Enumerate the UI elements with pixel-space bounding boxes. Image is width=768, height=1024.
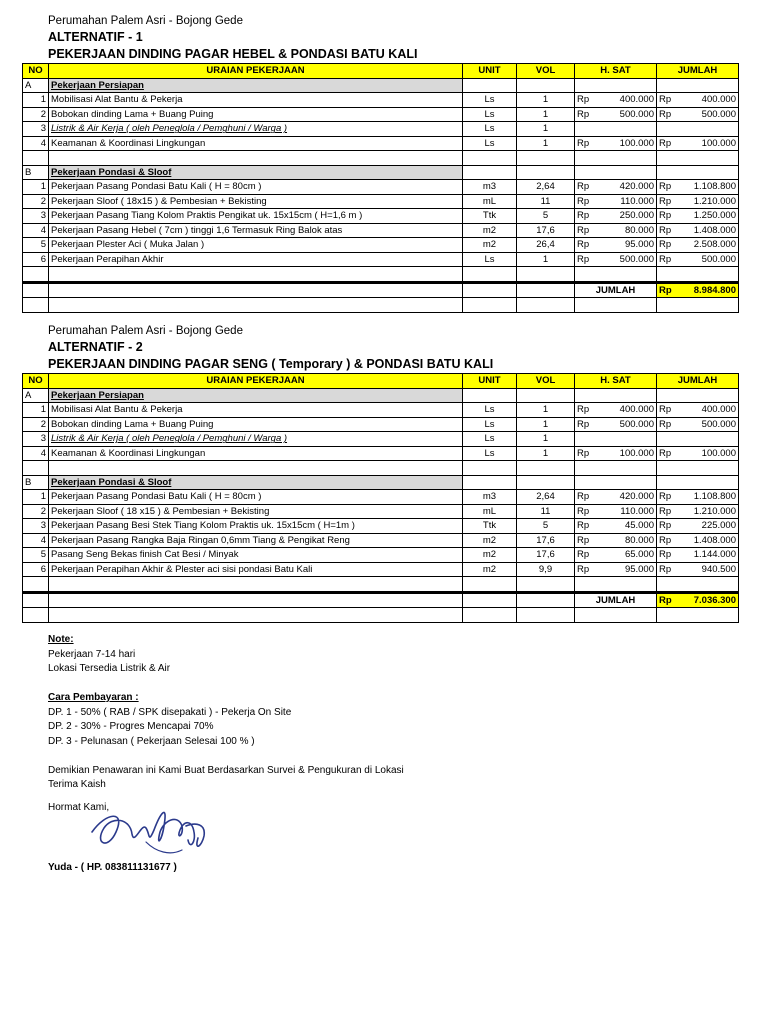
row-desc: Listrik & Air Kerja ( oleh Peneglola / Pemghuni / Warga ) [49,432,463,447]
row-currency: Rp [575,136,601,151]
section-code: B [23,165,49,180]
row-jumlah: 1.144.000 [681,548,739,563]
row-jumlah: 1.108.800 [681,180,739,195]
row-vol: 1 [517,417,575,432]
row-currency: Rp [657,136,681,151]
row-desc: Keamanan & Koordinasi Lingkungan [49,136,463,151]
table-row [23,490,739,505]
table-row [23,504,739,519]
table-row [23,417,739,432]
row-currency: Rp [657,490,681,505]
row-currency: Rp [657,180,681,195]
row-unit: m2 [463,533,517,548]
row-jumlah: 500.000 [681,107,739,122]
empty-row [23,298,739,313]
header-unit: UNIT [463,64,517,79]
thanks-text: Terima Kaish [48,779,106,790]
total-value: 8.984.800 [681,282,739,298]
row-desc: Pekerjaan Pasang Pondasi Batu Kali ( H = 80cm ) [49,180,463,195]
row-hsat: 110.000 [601,194,657,209]
row-jumlah: 400.000 [681,403,739,418]
alternative-title: ALTERNATIF - 1 [48,30,143,44]
row-desc: Pekerjaan Pasang Tiang Kolom Praktis Pengikat uk. 15x15cm ( H=1,6 m ) [49,209,463,224]
table-row [23,403,739,418]
row-vol: 1 [517,403,575,418]
row-no: 1 [23,93,49,108]
row-currency: Rp [575,417,601,432]
row-unit: Ttk [463,209,517,224]
payment-title: Cara Pembayaran : [48,692,139,703]
row-currency: Rp [657,252,681,267]
row-desc: Pekerjaan Pasang Hebel ( 7cm ) tinggi 1,6 Termasuk Ring Balok atas [49,223,463,238]
row-currency: Rp [575,223,601,238]
row-unit: Ls [463,136,517,151]
row-hsat: 95.000 [601,238,657,253]
work-title: PEKERJAAN DINDING PAGAR SENG ( Temporary ) & PONDASI BATU KALI [48,357,494,371]
rab-table-2 [22,373,739,623]
row-currency: Rp [657,194,681,209]
row-vol: 17,6 [517,223,575,238]
row-hsat: 80.000 [601,533,657,548]
location-title: Perumahan Palem Asri - Bojong Gede [48,325,243,337]
row-jumlah: 1.210.000 [681,194,739,209]
row-hsat: 500.000 [601,252,657,267]
row-currency: Rp [575,403,601,418]
section-name: Pekerjaan Persiapan [49,388,463,403]
row-desc: Pekerjaan Sloof ( 18 x15 ) & Pembesian + Bekisting [49,504,463,519]
total-row [23,282,739,298]
row-hsat: 45.000 [601,519,657,534]
section-name: Pekerjaan Persiapan [49,78,463,93]
row-currency: Rp [575,194,601,209]
row-no: 4 [23,533,49,548]
total-currency: Rp [657,282,681,298]
row-currency: Rp [575,238,601,253]
row-jumlah: 500.000 [681,252,739,267]
row-currency: Rp [657,562,681,577]
row-unit: m3 [463,180,517,195]
payment-line: DP. 2 - 30% - Progres Mencapai 70% [48,721,214,732]
empty-row [23,267,739,283]
section-row [23,78,739,93]
table-row [23,562,739,577]
row-no: 1 [23,490,49,505]
section-code: A [23,388,49,403]
payment-line: DP. 3 - Pelunasan ( Pekerjaan Selesai 100 % ) [48,735,255,747]
row-hsat: 420.000 [601,490,657,505]
row-desc: Pekerjaan Pasang Pondasi Batu Kali ( H = 80cm ) [49,490,463,505]
row-desc: Pekerjaan Perapihan Akhir & Plester aci sisi pondasi Batu Kali [49,562,463,577]
header-hsat: H. SAT [575,374,657,389]
header-vol: VOL [517,374,575,389]
table-row [23,223,739,238]
table-row [23,533,739,548]
row-no: 5 [23,238,49,253]
table-row [23,136,739,151]
row-unit: Ls [463,122,517,137]
row-unit: m2 [463,548,517,563]
rab-table-1 [22,63,739,313]
row-unit: m2 [463,238,517,253]
row-vol: 11 [517,194,575,209]
note-line: Lokasi Tersedia Listrik & Air [48,663,171,674]
row-vol: 17,6 [517,533,575,548]
row-no: 6 [23,252,49,267]
header-jumlah: JUMLAH [657,64,739,79]
row-no: 3 [23,122,49,137]
header-uraian: URAIAN PEKERJAAN [49,374,463,389]
row-currency: Rp [575,93,601,108]
table-header-row [23,64,739,79]
section-row [23,165,739,180]
row-unit: Ttk [463,519,517,534]
row-vol: 1 [517,136,575,151]
row-no: 2 [23,504,49,519]
row-vol: 5 [517,519,575,534]
row-unit: Ls [463,432,517,447]
row-desc: Listrik & Air Kerja ( oleh Peneglola / Pemghuni / Warga ) [49,122,463,137]
row-currency: Rp [575,562,601,577]
row-vol: 1 [517,252,575,267]
header-no: NO [23,64,49,79]
empty-row [23,461,739,476]
row-no: 3 [23,519,49,534]
table-row [23,209,739,224]
note-title: Note: [48,634,74,645]
location-title: Perumahan Palem Asri - Bojong Gede [48,15,243,27]
row-vol: 1 [517,122,575,137]
row-unit: Ls [463,403,517,418]
header-unit: UNIT [463,374,517,389]
row-currency: Rp [657,93,681,108]
row-vol: 17,6 [517,548,575,563]
row-vol: 11 [517,504,575,519]
row-vol: 1 [517,107,575,122]
row-hsat: 400.000 [601,93,657,108]
row-currency: Rp [657,417,681,432]
payment-line: DP. 1 - 50% ( RAB / SPK disepakati ) - Pekerja On Site [48,706,292,718]
row-currency: Rp [657,107,681,122]
section-name: Pekerjaan Pondasi & Sloof [49,165,463,180]
row-no: 2 [23,107,49,122]
header-vol: VOL [517,64,575,79]
row-hsat: 100.000 [601,136,657,151]
row-currency: Rp [575,180,601,195]
table-header-row [23,374,739,389]
total-label: JUMLAH [575,592,657,608]
row-no: 6 [23,562,49,577]
row-jumlah: 1.108.800 [681,490,739,505]
alternative-2-section [22,324,738,623]
table-row [23,446,739,461]
empty-row [23,151,739,166]
section-code: B [23,475,49,490]
section-code: A [23,78,49,93]
handwritten-signature [86,792,226,862]
table-row [23,194,739,209]
row-jumlah: 100.000 [681,136,739,151]
row-jumlah: 940.500 [681,562,739,577]
row-desc: Pasang Seng Bekas finish Cat Besi / Minyak [49,548,463,563]
row-currency: Rp [575,504,601,519]
row-desc: Pekerjaan Plester Aci ( Muka Jalan ) [49,238,463,253]
header-jumlah: JUMLAH [657,374,739,389]
row-jumlah: 1.408.000 [681,533,739,548]
row-currency: Rp [657,223,681,238]
row-unit: Ls [463,93,517,108]
row-hsat: 65.000 [601,548,657,563]
row-no: 3 [23,432,49,447]
table-row [23,238,739,253]
row-currency: Rp [657,238,681,253]
table-row [23,432,739,447]
row-jumlah: 100.000 [681,446,739,461]
row-jumlah: 500.000 [681,417,739,432]
section-row [23,388,739,403]
row-vol: 1 [517,446,575,461]
row-desc: Mobilisasi Alat Bantu & Pekerja [49,93,463,108]
row-unit: mL [463,504,517,519]
row-jumlah: 1.408.000 [681,223,739,238]
row-desc: Mobilisasi Alat Bantu & Pekerja [49,403,463,418]
row-vol: 2,64 [517,490,575,505]
section-name: Pekerjaan Pondasi & Sloof [49,475,463,490]
row-hsat: 500.000 [601,417,657,432]
row-hsat: 420.000 [601,180,657,195]
row-currency: Rp [575,209,601,224]
section-row [23,475,739,490]
row-hsat: 95.000 [601,562,657,577]
row-desc: Pekerjaan Perapihan Akhir [49,252,463,267]
row-no: 2 [23,194,49,209]
row-unit: Ls [463,107,517,122]
row-currency: Rp [657,548,681,563]
row-unit: Ls [463,446,517,461]
row-hsat: 250.000 [601,209,657,224]
row-jumlah: 1.250.000 [681,209,739,224]
row-no: 1 [23,180,49,195]
total-currency: Rp [657,592,681,608]
row-vol: 26,4 [517,238,575,253]
row-desc: Pekerjaan Sloof ( 18x15 ) & Pembesian + Bekisting [49,194,463,209]
row-currency: Rp [657,209,681,224]
table-row [23,93,739,108]
row-hsat: 110.000 [601,504,657,519]
row-vol: 1 [517,93,575,108]
row-currency: Rp [657,519,681,534]
row-desc: Bobokan dinding Lama + Buang Puing [49,107,463,122]
row-unit: m2 [463,223,517,238]
table-row [23,252,739,267]
row-currency: Rp [657,446,681,461]
row-hsat: 80.000 [601,223,657,238]
header-hsat: H. SAT [575,64,657,79]
row-no: 1 [23,403,49,418]
row-desc: Bobokan dinding Lama + Buang Puing [49,417,463,432]
row-vol: 2,64 [517,180,575,195]
row-currency: Rp [575,533,601,548]
table-row [23,107,739,122]
row-jumlah: 2.508.000 [681,238,739,253]
header-uraian: URAIAN PEKERJAAN [49,64,463,79]
row-unit: Ls [463,417,517,432]
closing-text: Demikian Penawaran ini Kami Buat Berdasarkan Survei & Pengukuran di Lokasi [48,764,404,776]
table-row [23,519,739,534]
row-currency: Rp [575,252,601,267]
row-vol: 1 [517,432,575,447]
notes-block [48,633,404,815]
row-vol: 9,9 [517,562,575,577]
row-vol: 5 [517,209,575,224]
row-desc: Pekerjaan Pasang Rangka Baja Ringan 0,6mm Tiang & Pengikat Reng [49,533,463,548]
row-unit: mL [463,194,517,209]
row-unit: m3 [463,490,517,505]
row-currency: Rp [575,490,601,505]
note-line: Pekerjaan 7-14 hari [48,648,136,660]
row-hsat: 400.000 [601,403,657,418]
row-no: 4 [23,223,49,238]
alternative-1-section [22,14,738,313]
row-currency: Rp [575,107,601,122]
row-desc: Keamanan & Koordinasi Lingkungan [49,446,463,461]
row-jumlah: 225.000 [681,519,739,534]
regards-text: Hormat Kami, [48,801,110,813]
table-row [23,180,739,195]
alternative-title: ALTERNATIF - 2 [48,340,143,354]
total-value: 7.036.300 [681,592,739,608]
row-jumlah: 400.000 [681,93,739,108]
row-hsat: 500.000 [601,107,657,122]
header-no: NO [23,374,49,389]
row-currency: Rp [575,519,601,534]
row-unit: m2 [463,562,517,577]
table-row [23,122,739,137]
row-currency: Rp [575,548,601,563]
work-title: PEKERJAAN DINDING PAGAR HEBEL & PONDASI BATU KALI [48,47,418,61]
row-jumlah: 1.210.000 [681,504,739,519]
row-no: 4 [23,136,49,151]
table-row [23,548,739,563]
row-unit: Ls [463,252,517,267]
row-desc: Pekerjaan Pasang Besi Stek Tiang Kolom Praktis uk. 15x15cm ( H=1m ) [49,519,463,534]
row-currency: Rp [657,403,681,418]
empty-row [23,608,739,623]
total-row [23,592,739,608]
signer-name: Yuda - ( HP. 083811131677 ) [48,862,177,873]
row-currency: Rp [657,504,681,519]
row-no: 3 [23,209,49,224]
empty-row [23,577,739,593]
row-hsat: 100.000 [601,446,657,461]
total-label: JUMLAH [575,282,657,298]
row-no: 5 [23,548,49,563]
row-no: 2 [23,417,49,432]
row-currency: Rp [575,446,601,461]
row-currency: Rp [657,533,681,548]
row-no: 4 [23,446,49,461]
